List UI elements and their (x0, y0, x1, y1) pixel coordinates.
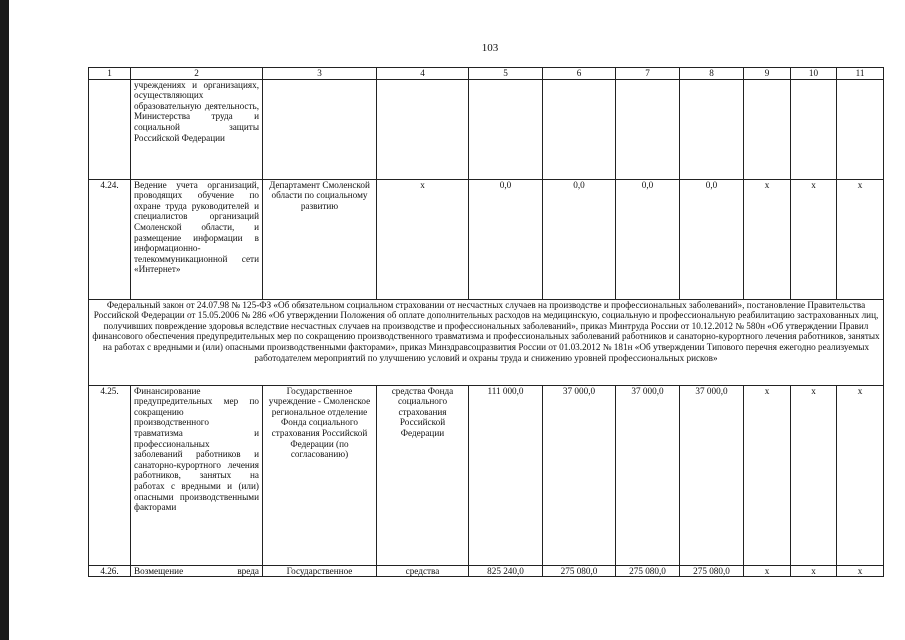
executor: Департамент Смоленской области по социальному развитию (263, 179, 377, 299)
year-3-amount: 37 000,0 (680, 385, 744, 565)
column-header: 11 (837, 68, 884, 80)
year-3-amount: 275 080,0 (680, 565, 744, 577)
column-header: 7 (616, 68, 680, 80)
total-amount: 111 000,0 (469, 385, 543, 565)
measure-description: Возмещение вреда (131, 565, 263, 577)
program-table (88, 67, 884, 577)
indicator-cell: x (744, 385, 791, 565)
funding-source: x (377, 179, 469, 299)
empty-cell (744, 79, 791, 179)
column-header: 5 (469, 68, 543, 80)
column-header: 2 (131, 68, 263, 80)
row-number: 4.26. (89, 565, 131, 577)
column-header: 1 (89, 68, 131, 80)
empty-cell (680, 79, 744, 179)
binding-bar (0, 0, 9, 640)
funding-source: средства (377, 565, 469, 577)
total-amount: 825 240,0 (469, 565, 543, 577)
empty-cell (377, 79, 469, 179)
table-row-4-24 (89, 179, 884, 299)
indicator-cell: x (837, 179, 884, 299)
funding-source: средства Фонда социального страхования Российской Федерации (377, 385, 469, 565)
row-number: 4.24. (89, 179, 131, 299)
column-header: 3 (263, 68, 377, 80)
table-row-continuation (89, 79, 884, 179)
year-2-amount: 275 080,0 (616, 565, 680, 577)
executor: Государственное учреждение - Смоленское региональное отделение Фонда социального страхования Российской Федерации (по согласованию) (263, 385, 377, 565)
year-2-amount: 0,0 (616, 179, 680, 299)
empty-cell (263, 79, 377, 179)
legal-basis-row (89, 299, 884, 385)
row-number-cell (89, 79, 131, 179)
indicator-cell: x (744, 179, 791, 299)
table-row-4-26 (89, 565, 884, 577)
column-header: 9 (744, 68, 791, 80)
measure-description: Ведение учета организаций, проводящих обучение по охране труда руководителей и специалистов организаций Смоленской области, и размещение информации в информационно-телекоммуникационной сети «Интернет» (131, 179, 263, 299)
column-header: 4 (377, 68, 469, 80)
empty-cell (543, 79, 616, 179)
indicator-cell: x (791, 385, 837, 565)
year-3-amount: 0,0 (680, 179, 744, 299)
indicator-cell: x (791, 179, 837, 299)
executor: Государственное (263, 565, 377, 577)
column-header: 10 (791, 68, 837, 80)
legal-basis-text: Федеральный закон от 24.07.98 № 125-ФЗ «Об обязательном социальном страховании от несчастных случаев на производстве и профессиональных заболеваний», постановление Правительства Российской Федерации от 15.05.2006 № 286 «Об утверждении Положения об оплате дополнительных расходов на медицинскую, социальную и профессиональную реабилитацию застрахованных лиц, получивших повреждение здоровья вследствие несчастных случаев на производстве и профессиональных заболеваний», приказ Минтруда России от 10.12.2012 № 580н «Об утверждении Правил финансового обеспечения предупредительных мер по сокращению производственного травматизма и профессиональных заболеваний работников и санаторно-курортного лечения работников, занятых на работах с вредными и (или) опасными производственными факторами», приказ Минздравсоцразвития России от 01.03.2012 № 181н «Об утверждении Типового перечня ежегодно реализуемых работодателем мероприятий по улучшению условий и охраны труда и снижению уровней профессиональных рисков» (89, 299, 884, 385)
row-number: 4.25. (89, 385, 131, 565)
measure-description: учреждениях и организациях, осуществляющих образовательную деятельность, Министерства труда и социальной защиты Российской Федерации (131, 79, 263, 179)
empty-cell (791, 79, 837, 179)
indicator-cell: x (744, 565, 791, 577)
indicator-cell: x (837, 385, 884, 565)
year-1-amount: 37 000,0 (543, 385, 616, 565)
year-1-amount: 275 080,0 (543, 565, 616, 577)
table-row-4-25 (89, 385, 884, 565)
total-amount: 0,0 (469, 179, 543, 299)
year-2-amount: 37 000,0 (616, 385, 680, 565)
indicator-cell: x (837, 565, 884, 577)
year-1-amount: 0,0 (543, 179, 616, 299)
column-header: 8 (680, 68, 744, 80)
empty-cell (837, 79, 884, 179)
empty-cell (616, 79, 680, 179)
column-number-row (89, 68, 884, 80)
column-header: 6 (543, 68, 616, 80)
page-number: 103 (481, 42, 499, 54)
measure-description: Финансирование предупредительных мер по сокращению производственного травматизма и профессиональных заболеваний работников и санаторно-курортного лечения работников, занятых на работах с вредными и (или) опасными производственными факторами (131, 385, 263, 565)
indicator-cell: x (791, 565, 837, 577)
empty-cell (469, 79, 543, 179)
